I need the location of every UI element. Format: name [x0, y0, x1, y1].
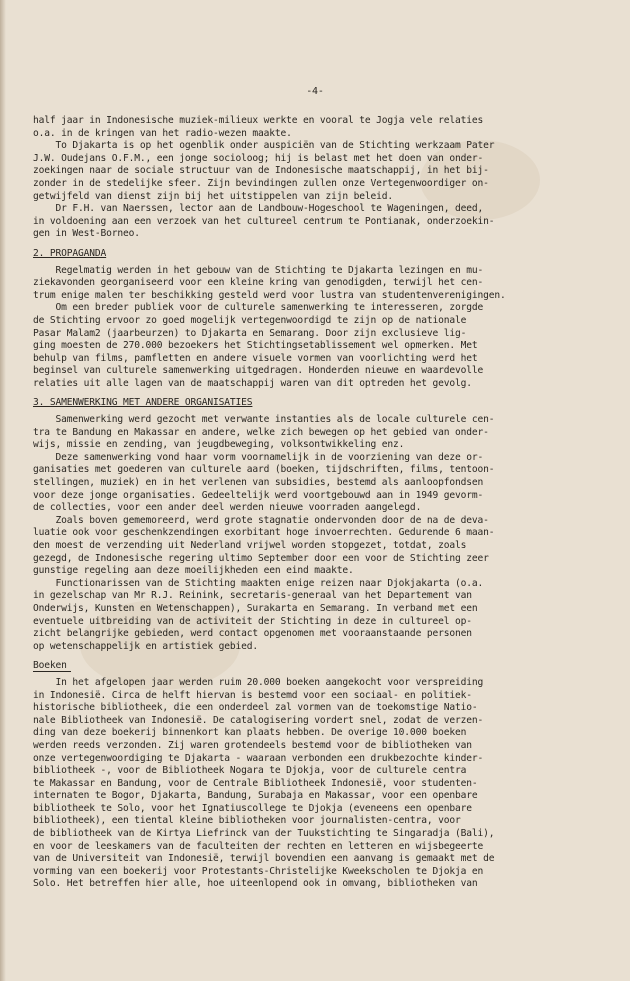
text-line: de bibliotheek van de Kirtya Liefrinck van der Tuukstichting te Singaradja (Bali), — [33, 828, 495, 840]
text-line: J.W. Oudejans O.F.M., een jonge socioloog; hij is belast met het doen van onder- — [33, 152, 484, 164]
text-line: ziekavonden georganiseerd voor een kleine kring van genodigden, terwijl het cen- — [33, 277, 484, 289]
text-line: relaties uit alle lagen van de maatschappij waren van dit optreden het gevolg. — [33, 377, 472, 389]
text-line: getwijfeld van dienst zijn bij het uitstippelen van zijn beleid. — [33, 190, 394, 202]
text-line: gezegd, de Indonesische regering ultimo September door een voor de Stichting zeer — [33, 552, 489, 564]
text-line: ging moesten de 270.000 bezoekers het Stichtingsetablissement wel opmerken. Met — [33, 340, 478, 352]
text-line: op wetenschappelijk en artistiek gebied. — [33, 640, 259, 652]
text-line: luatie ook voor geschenkzendingen exorbitant hoge invoerrechten. Gedurende 6 maan- — [33, 527, 495, 539]
text-line: werden reeds verzonden. Zij waren grotendeels bestemd voor de bibliotheken van — [33, 739, 472, 751]
text-line: in voldoening aan een verzoek van het cultureel centrum te Pontianak, onderzoekin- — [33, 215, 495, 227]
text-line: eventuele uitbreiding van de activiteit der Stichting in deze in cultureel op- — [33, 615, 472, 627]
text-line: Deze samenwerking vond haar vorm voornamelijk in de voorziening van deze or- — [33, 451, 484, 463]
text-line: o.a. in de kringen van het radio-wezen maakte. — [33, 127, 292, 139]
text-line: beginsel van culturele samenwerking uitgedragen. Honderden nieuwe en waardevolle — [33, 365, 484, 377]
text-line: tra te Bandung en Makassar en andere, welke zich bewegen op het gebied van onder- — [33, 426, 489, 438]
text-line: Solo. Het betreffen hier alle, hoe uiteenlopend ook in omvang, bibliotheken van — [33, 878, 478, 890]
text-line: in gezelschap van Mr R.J. Reinink, secretaris-generaal van het Departement van — [33, 590, 472, 602]
text-line: behulp van films, pamfletten en andere visuele vormen van voorlichting werd het — [33, 352, 478, 364]
text-line: gen in West-Borneo. — [33, 228, 140, 240]
text-line: Onderwijs, Kunsten en Wetenschappen), Surakarta en Semarang. In verband met een — [33, 602, 478, 614]
document-body — [33, 115, 593, 891]
text-line: de collecties, voor een ander deel werden nieuwe voorraden aangelegd. — [33, 502, 422, 514]
text-line: half jaar in Indonesische muziek-milieux werkte en vooral te Jogja vele relaties — [33, 115, 484, 126]
section-heading — [33, 397, 593, 410]
text-line: en voor de leeskamers van de faculteiten der rechten en letteren en wijsbegeerte — [33, 840, 484, 852]
text-line: trum enige malen ter beschikking gesteld werd voor lustra van studentenverenigingen. — [33, 289, 506, 301]
paragraph-gap — [33, 241, 593, 248]
text-line: zicht belangrijke gebieden, werd contact opgenomen met vooraanstaande personen — [33, 628, 472, 640]
text-line: gunstige regeling aan deze moeilijkheden een eind maakte. — [33, 565, 354, 577]
text-line: Dr F.H. van Naerssen, lector aan de Landbouw-Hogeschool te Wageningen, deed, — [33, 203, 484, 215]
text-line: stellingen, muziek) en in het verlenen van subsidies, bestemd als aanloopfondsen — [33, 477, 484, 489]
text-line: bibliotheek te Solo, voor het Ignatiuscollege te Djokja (eveneens een openbare — [33, 802, 472, 814]
text-line: te Makassar en Bandung, voor de Centrale Bibliotheek Indonesië, voor studenten- — [33, 777, 478, 789]
text-line: van de Universiteit van Indonesië, terwijl bovendien een aanvang is gemaakt met de — [33, 853, 495, 865]
page-number: -4- — [306, 86, 324, 97]
heading-text: 2. PROPAGANDA — [33, 247, 107, 259]
text-line: internaten te Bogor, Djakarta, Bandung, Surabaja en Makassar, voor een openbare — [33, 790, 478, 802]
section-heading — [33, 660, 593, 673]
text-line: wijs, missie en zending, van jeugdbeweging, volksontwikkeling enz. — [33, 439, 405, 451]
text-line: Om een breder publiek voor de culturele samenwerking te interesseren, zorgde — [33, 302, 484, 314]
text-line: Zoals boven gememoreerd, werd grote stagnatie ondervonden door de na de deva- — [33, 514, 489, 526]
text-line: Regelmatig werden in het gebouw van de Stichting te Djakarta lezingen en mu- — [33, 264, 484, 276]
text-line: de Stichting ervoor zo goed mogelijk vertegenwoordigd te zijn op de nationale — [33, 314, 467, 326]
text-line: vorming van een boekerij voor Protestants-Christelijke Kweekscholen te Djokja en — [33, 865, 484, 877]
paragraph-gap — [33, 390, 593, 397]
text-line: onze vertegenwoordiging te Djakarta - waaraan verbonden een drukbezochte kinder- — [33, 752, 484, 764]
text-line: den moest de verzending uit Nederland vrijwel worden stopgezet, totdat, zoals — [33, 540, 467, 551]
text-line: zonder in de stedelijke sfeer. Zijn bevindingen zullen onze Vertegenwoordiger on- — [33, 177, 489, 189]
text-line: ganisaties met goederen van culturele aard (boeken, tijdschriften, films, tentoon- — [33, 464, 495, 476]
text-line: Pasar Malam2 (jaarbeurzen) to Djakarta en Semarang. Door zijn exclusieve lig- — [33, 327, 467, 339]
text-line: ding van deze boekerij binnenkort kan plaats hebben. De overige 10.000 boeken — [33, 727, 467, 739]
text-line: voor deze jonge organisaties. Gedeeltelijk werd voortgebouwd aan in 1949 gevorm- — [33, 489, 484, 501]
text-line: Functionarissen van de Stichting maakten enige reizen naar Djokjakarta (o.a. — [33, 577, 484, 589]
text-line: bibliotheek), een tiental kleine bibliotheken voor journalisten-centra, voor — [33, 815, 461, 827]
text-line: historische bibliotheek, die een onderdeel zal vormen van de toekomstige Natio- — [33, 702, 478, 714]
text-line: nale Bibliotheek van Indonesië. De catalogisering vordert snel, zodat de verzen- — [33, 714, 484, 726]
heading-text: 3. SAMENWERKING MET ANDERE ORGANISATIES — [33, 397, 253, 409]
text-line: To Djakarta is op het ogenblik onder auspiciën van de Stichting werkzaam Pater — [33, 140, 495, 152]
text-line: zoekingen naar de sociale structuur van de Indonesische maatschappij, in het bij- — [33, 165, 489, 177]
text-line: in Indonesië. Circa de helft hiervan is bestemd voor een sociaal- en politiek- — [33, 689, 472, 701]
text-line: Samenwerking werd gezocht met verwante instanties als de locale culturele cen- — [33, 414, 495, 426]
heading-text: Boeken — [33, 660, 71, 672]
text-line: bibliotheek -, voor de Bibliotheek Nogara te Djokja, voor de culturele centra — [33, 765, 467, 777]
paragraph-gap — [33, 653, 593, 660]
section-heading — [33, 248, 593, 261]
text-line: In het afgelopen jaar werden ruim 20.000 boeken aangekocht voor verspreiding — [33, 676, 484, 688]
